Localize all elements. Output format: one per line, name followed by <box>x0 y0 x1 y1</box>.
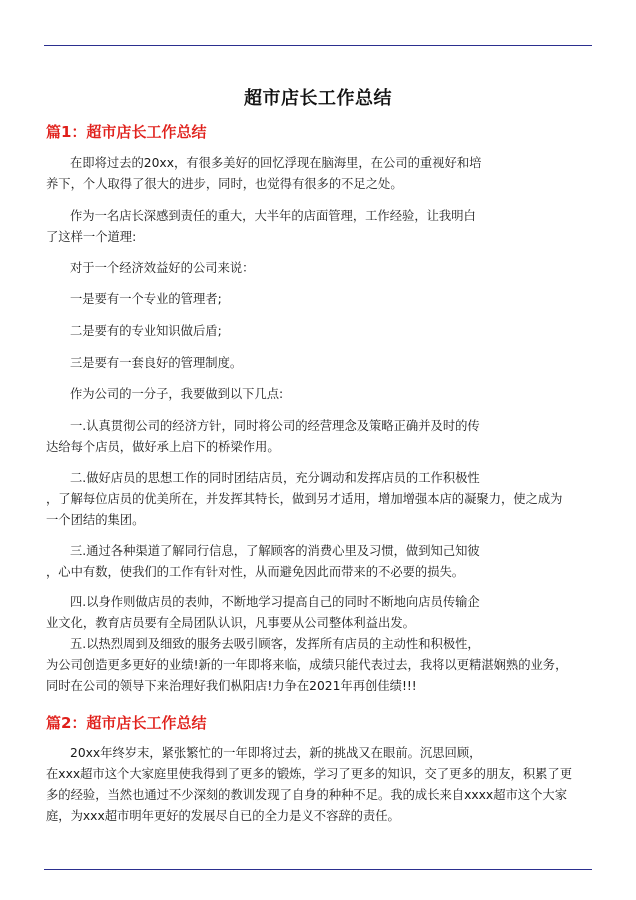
section-heading-2: 篇2：超市店长工作总结 <box>46 714 207 732</box>
paragraph <box>46 541 594 583</box>
paragraph-line: 一个团结的集团。 <box>46 513 145 527</box>
paragraph <box>46 384 594 405</box>
paragraph <box>46 289 594 310</box>
paragraph-line: 对于一个经济效益好的公司来说： <box>70 261 255 275</box>
paragraph-line: 同时在公司的领导下来治理好我们枞阳店!力争在2021年再创佳绩!!! <box>46 679 417 693</box>
paragraph-line: ，心中有数，使我们的工作有针对性，从而避免因此而带来的不必要的损失。 <box>46 565 465 579</box>
paragraph-line: 业文化，教育店员要有全局团队认识，凡事要从公司整体利益出发。 <box>46 616 415 630</box>
paragraph-line: 五.以热烈周到及细致的服务去吸引顾客，发挥所有店员的主动性和积极性， <box>70 637 480 651</box>
top-rule <box>44 45 592 46</box>
paragraph-line: 庭，为xxx超市明年更好的发展尽自已的全力是义不容辞的责任。 <box>46 809 400 823</box>
paragraph-line: 三是要有一套良好的管理制度。 <box>70 356 243 370</box>
paragraph-line: 为公司创造更多更好的业绩!新的一年即将来临，成绩只能代表过去，我将以更精湛娴熟的业务， <box>46 658 568 672</box>
paragraph-line: 养下，个人取得了很大的进步，同时，也觉得有很多的不足之处。 <box>46 177 403 191</box>
paragraph <box>46 468 594 531</box>
paragraph <box>46 153 594 195</box>
paragraph-line: 在xxx超市这个大家庭里使我得到了更多的锻炼，学习了更多的知识，交了更多的朋友，积累了更 <box>46 767 573 781</box>
paragraph <box>46 321 594 342</box>
bottom-rule <box>44 869 592 870</box>
section-heading-1: 篇1：超市店长工作总结 <box>46 123 207 141</box>
paragraph-line: 二是要有的专业知识做后盾; <box>70 324 222 338</box>
paragraph-line: ，了解每位店员的优美所在，并发挥其特长，做到另才适用，增加增强本店的凝聚力，使之成为 <box>46 492 563 506</box>
paragraph <box>46 743 594 827</box>
paragraph-line: 一.认真贯彻公司的经济方针，同时将公司的经营理念及策略正确并及时的传 <box>70 419 480 433</box>
paragraph-line: 三.通过各种渠道了解同行信息，了解顾客的消费心里及习惯，做到知己知彼 <box>70 544 480 558</box>
paragraph-line: 多的经验，当然也通过不少深刻的教训发现了自身的种种不足。我的成长来自xxxx超市这个大家 <box>46 788 567 802</box>
document-title: 超市店长工作总结 <box>244 88 392 109</box>
paragraph-line: 作为一名店长深感到责任的重大，大半年的店面管理，工作经验，让我明白 <box>70 209 476 223</box>
paragraph-line: 二.做好店员的思想工作的同时团结店员，充分调动和发挥店员的工作积极性 <box>70 471 480 485</box>
paragraph-line: 在即将过去的20xx，有很多美好的回忆浮现在脑海里，在公司的重视好和培 <box>70 156 482 170</box>
paragraph-line: 作为公司的一分子，我要做到以下几点: <box>70 387 284 401</box>
paragraph <box>46 258 594 279</box>
paragraph-line: 了这样一个道理: <box>46 230 137 244</box>
paragraph <box>46 416 594 458</box>
paragraph <box>46 206 594 248</box>
paragraph-line: 四.以身作则做店员的表帅，不断地学习提高自己的同时不断地向店员传输企 <box>70 595 480 609</box>
paragraph-line: 一是要有一个专业的管理者; <box>70 292 222 306</box>
paragraph <box>46 634 594 697</box>
paragraph <box>46 353 594 374</box>
paragraph <box>46 592 594 634</box>
paragraph-line: 达给每个店员，做好承上启下的桥梁作用。 <box>46 440 280 454</box>
paragraph-line: 20xx年终岁末，紧张繁忙的一年即将过去，新的挑战又在眼前。沉思回顾， <box>70 746 482 760</box>
